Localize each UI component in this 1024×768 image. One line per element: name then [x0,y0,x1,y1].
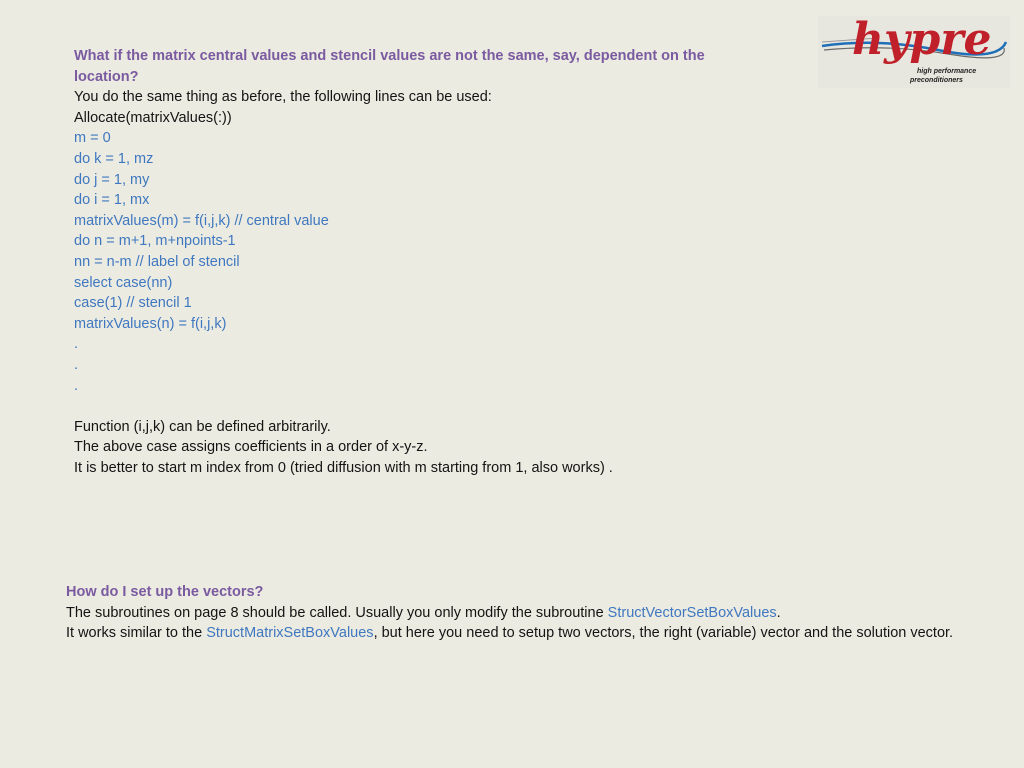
paragraph-text: It works similar to the [66,625,207,642]
code-line: do k = 1, mz [74,150,154,167]
code-block [74,128,724,396]
svg-text:preconditioners: preconditioners [910,77,963,84]
struct-vector-set-box-values-link[interactable]: StructVectorSetBoxValues [607,604,777,621]
section-matrix-values [74,46,724,478]
code-line: . [74,336,79,353]
struct-matrix-set-box-values-link[interactable]: StructMatrixSetBoxValues [206,625,374,642]
code-line: matrixValues(m) = f(i,j,k) // central value [74,212,329,229]
code-line: do n = m+1, m+npoints-1 [74,233,236,250]
code-line: . [74,377,79,394]
code-line: m = 0 [74,130,111,147]
note-line: The above case assigns coefficients in a order of x-y-z. [74,439,428,456]
paragraph-text: , but here you need to setup two vectors, the right (variable) vector and the solution vector. [373,625,954,642]
code-line: do j = 1, my [74,171,150,188]
code-line: do i = 1, mx [74,192,150,209]
paragraph [66,623,996,644]
section-heading: How do I set up the vectors? [66,584,264,600]
svg-text:high performance: high performance [917,68,977,75]
spacer [74,396,724,417]
section-vectors [66,582,996,644]
paragraph-text: The subroutines on page 8 should be called. Usually you only modify the subroutine [66,604,608,621]
allocate-line: Allocate(matrixValues(:)) [74,109,232,126]
paragraph [66,603,996,624]
hypre-logo [818,16,1010,88]
code-line: . [74,356,79,373]
note-line: It is better to start m index from 0 (tried diffusion with m starting from 1, also works) . [74,459,613,476]
svg-text:hypre: hypre [852,16,992,65]
paragraph-text: . [776,604,781,621]
note-line: Function (i,j,k) can be defined arbitrarily. [74,418,331,435]
intro-text: You do the same thing as before, the following lines can be used: [74,89,492,106]
code-line: matrixValues(n) = f(i,j,k) [74,315,227,332]
code-line: nn = n-m // label of stencil [74,253,240,270]
code-line: select case(nn) [74,274,173,291]
code-line: case(1) // stencil 1 [74,295,192,312]
section-heading: What if the matrix central values and stencil values are not the same, say, dependent on the location? [74,48,705,85]
hypre-logo-graphic [818,16,1010,88]
